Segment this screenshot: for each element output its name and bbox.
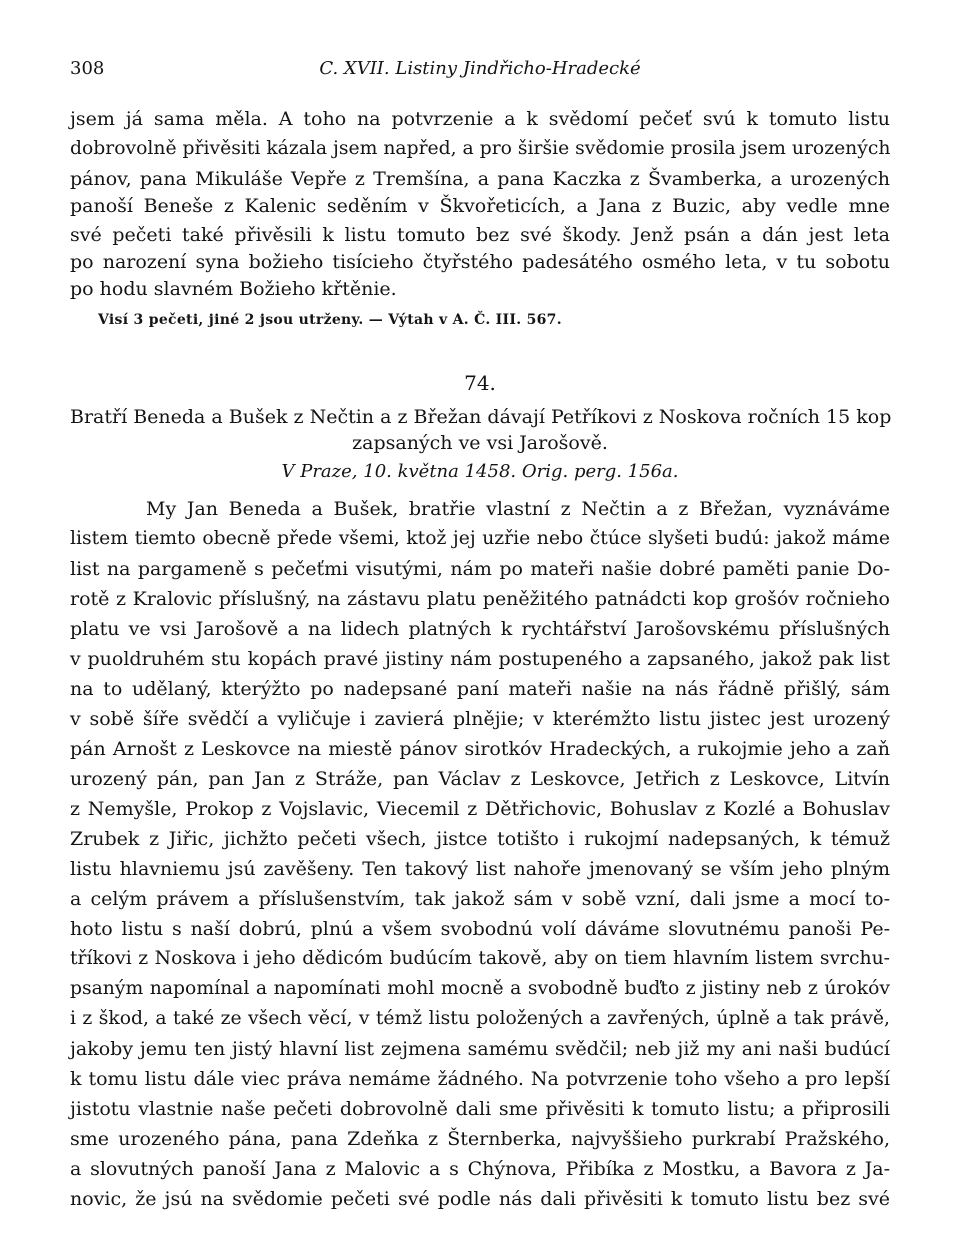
text-line: a celým právem a příslušenstvím, tak jakož sám v sobě vzní, dali jsme a mocí to- bbox=[70, 888, 890, 910]
text-line: My Jan Beneda a Bušek, bratřie vlastní z Nečtin a z Břežan, vyznáváme bbox=[146, 498, 890, 520]
text-line: hoto listu s naší dobrú, plnú a všem svobodnú volí dáváme slovutnému panoši Pe- bbox=[70, 918, 890, 940]
text-line: i z škod, a také ze všech věcí, v témž listu položených a zavřených, úplně a tak právě, bbox=[70, 1008, 890, 1029]
text-line: listem tiemto obecně přede všemi, ktož jej uzřie nebo čtúce slyšeti budú: jakož máme bbox=[70, 528, 890, 549]
regest-line: zapsaných ve vsi Jarošově. bbox=[352, 432, 608, 454]
text-line: dobrovolně přivěsiti kázala jsem napřed, a pro širšie svědomie prosila jsem urozených bbox=[70, 138, 891, 159]
text-line: z Nemyšle, Prokop z Vojslavic, Viecemil z Dětřichovic, Bohuslav z Kozlé a Bohuslav bbox=[70, 798, 890, 820]
text-line: rotě z Kralovic příslušný, na zástavu platu peněžitého patnádcti kop grošóv ročnieho bbox=[70, 588, 890, 610]
text-line: po hodu slavném Božieho křtěnie. bbox=[70, 278, 397, 300]
text-line: v sobě šíře svědčí a vyličuje i zavierá plnějie; v kterémžto listu jistec jest urozený bbox=[70, 708, 890, 730]
text-line: pán Arnošt z Leskovce na miestě pánov sirotkóv Hradeckých, a rukojmie jeho a zaň bbox=[70, 738, 890, 760]
text-line: k tomu listu dále viec práva nemáme žádného. Na potvrzenie toho všeho a pro lepší bbox=[70, 1068, 890, 1090]
text-line: jsem já sama měla. A toho na potvrzenie a k svědomí pečeť svú k tomuto listu bbox=[70, 108, 890, 130]
text-line: Zrubek z Jiřic, jichžto pečeti všech, jistce totišto i rukojmí nadepsaných, k témuž bbox=[70, 828, 890, 850]
text-line: panoší Beneše z Kalenic seděním v Škvořeticích, a Jana z Buzic, aby vedle mne bbox=[70, 195, 890, 217]
text-line: jakoby jemu ten jistý hlavní list zejmena samému svědčil; neb již my ani naši budúcí bbox=[70, 1038, 890, 1060]
text-line: po narození syna božieho tisícieho čtyřstého padesátého osmého leta, v tu sobotu bbox=[70, 251, 890, 273]
text-line: pánov, pana Mikuláše Vepře z Tremšína, a pana Kaczka z Švamberka, a urozených bbox=[70, 168, 890, 190]
regest-line: Bratří Beneda a Bušek z Nečtin a z Břežan dávají Petříkovi z Noskova ročních 15 kop bbox=[70, 406, 892, 428]
text-line: tříkovi z Noskova i jeho dědicóm budúcím takově, aby on tiem hlavním listem svrchu- bbox=[70, 948, 890, 969]
text-line: psaným napomínal a napomínati mohl mocně a svobodně buďto z jistiny neb z úrokóv bbox=[70, 978, 890, 999]
text-line: jistotu vlastnie naše pečeti dobrovolně dali sme přivěsiti k tomuto listu; a připrosili bbox=[70, 1098, 890, 1120]
archival-note: Visí 3 pečeti, jiné 2 jsou utrženy. — Výtah v A. Č. III. 567. bbox=[98, 312, 562, 328]
text-line: v puoldruhém stu kopách pravé jistiny nám postupeného a zapsaného, jakož pak list bbox=[70, 648, 890, 670]
text-line: platu ve vsi Jarošově a na lidech platných k rychtářství Jarošovskému příslušných bbox=[70, 618, 890, 640]
text-line: na to udělaný, kterýžto po nadepsané paní mateři našie na nás řádně přišlý, sám bbox=[70, 678, 890, 700]
dating-line: V Praze, 10. května 1458. Orig. perg. 156a. bbox=[281, 461, 679, 482]
text-line: sme urozeného pána, pana Zdeňka z Šternberka, najvyššieho purkrabí Pražského, bbox=[70, 1128, 890, 1150]
text-line: listu hlavniemu jsú zavěšeny. Ten takový list nahoře jmenovaný se vším jeho plným bbox=[70, 858, 890, 880]
text-line: list na pargameně s pečeťmi visutými, nám po mateři našie dobré paměti panie Do- bbox=[70, 558, 890, 580]
text-line: urozený pán, pan Jan z Stráže, pan Václav z Leskovce, Jetřich z Leskovce, Litvín bbox=[70, 768, 890, 790]
text-line: a slovutných panoší Jana z Malovic a s Chýnova, Přibíka z Mostku, a Bavora z Ja- bbox=[70, 1158, 890, 1180]
text-line: novic, že jsú na svědomie pečeti své podle nás dali přivěsiti k tomuto listu bez své bbox=[70, 1188, 890, 1210]
page-number: 308 bbox=[70, 58, 105, 79]
document-number: 74. bbox=[464, 371, 496, 395]
text-line: své pečeti také přivěsili k listu tomuto bez své škody. Jenž psán a dán jest leta bbox=[70, 224, 890, 246]
running-title: C. XVII. Listiny Jindřicho-Hradecké bbox=[319, 58, 641, 79]
